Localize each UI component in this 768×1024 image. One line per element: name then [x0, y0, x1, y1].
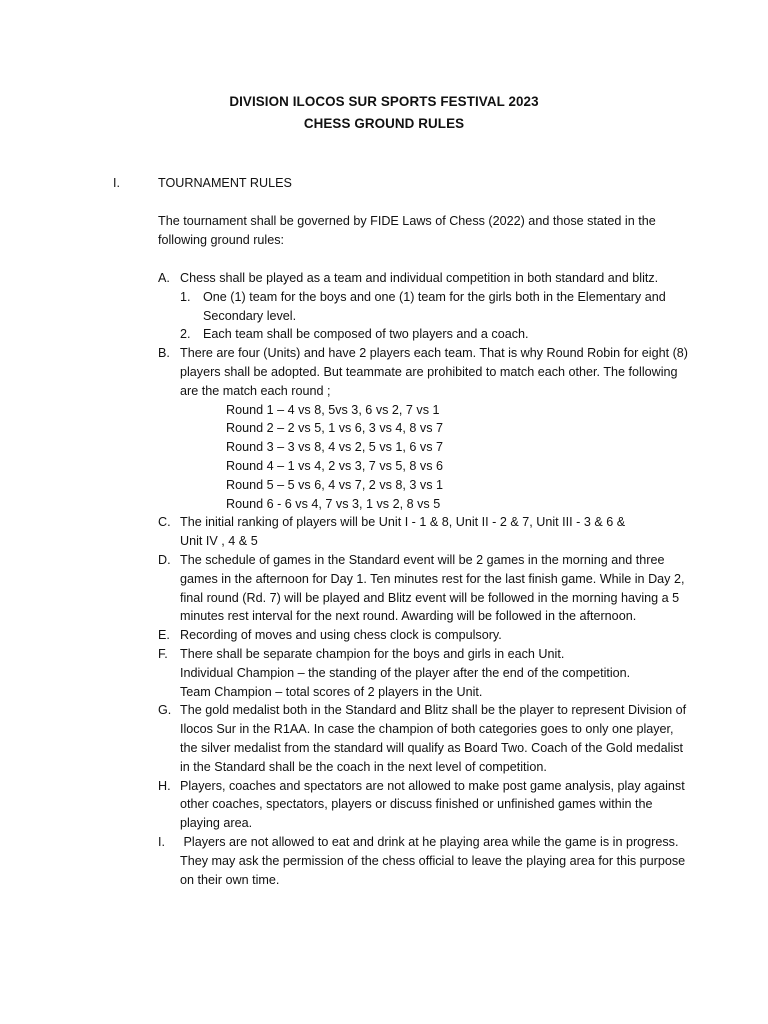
- rule-text: Players are not allowed to eat and drink at he playing area while the game is in progress. They may ask the permission of the chess official to leave the playing area for this purpose on their own time.: [180, 834, 689, 887]
- sub-text: Each team shall be composed of two players and a coach.: [203, 327, 529, 342]
- section-heading: TOURNAMENT RULES: [158, 176, 292, 190]
- section-intro: The tournament shall be governed by FIDE Laws of Chess (2022) and those stated in the following ground rules:: [158, 214, 656, 247]
- individual-champion-line: Individual Champion – the standing of the player after the end of the competition.: [180, 665, 631, 680]
- round-pairing: Round 6 - 6 vs 4, 7 vs 3, 1 vs 2, 8 vs 5: [226, 496, 441, 511]
- rule-g: [158, 701, 688, 776]
- rule-marker: I.: [158, 834, 165, 849]
- rule-text: Recording of moves and using chess clock is compulsory.: [180, 628, 502, 643]
- rule-marker: A.: [158, 271, 170, 285]
- round-pairing: Round 2 – 2 vs 5, 1 vs 6, 3 vs 4, 8 vs 7: [226, 421, 444, 436]
- rule-b: [158, 344, 688, 400]
- rule-text: Players, coaches and spectators are not allowed to make post game analysis, play against other coaches, spectators, players or discuss finished or unfinished games within the playing area.: [180, 778, 685, 831]
- round-pairing: Round 3 – 3 vs 8, 4 vs 2, 5 vs 1, 6 vs 7: [226, 440, 444, 455]
- rule-text: There shall be separate champion for the boys and girls in each Unit.: [180, 646, 565, 661]
- rule-a: [158, 269, 688, 288]
- rule-text: The gold medalist both in the Standard and Blitz shall be the player to represent Division of Ilocos Sur in the R1AA. In case the champion of both categories goes to only one player, the silver medalist from the standard will qualify as Board Two. Coach of the Gold medalist in the Standard shall be the coach in the next level of competition.: [180, 703, 687, 774]
- rule-marker: F.: [158, 646, 168, 661]
- team-champion-line: Team Champion – total scores of 2 players in the Unit.: [180, 684, 483, 699]
- document-subtitle: CHESS GROUND RULES: [303, 116, 465, 131]
- rule-text: The initial ranking of players will be Unit I - 1 & 8, Unit II - 2 & 7, Unit III - 3 & 6 & Unit IV , 4 & 5: [180, 515, 626, 549]
- rule-e: [158, 626, 688, 645]
- rule-c: [158, 513, 688, 551]
- sub-marker: 1.: [180, 289, 191, 304]
- rule-a-sub-2: [158, 325, 688, 344]
- rule-marker: H.: [158, 778, 171, 793]
- rule-f: [158, 645, 688, 664]
- document-title: DIVISION ILOCOS SUR SPORTS FESTIVAL 2023: [229, 94, 539, 109]
- rule-a-sub-1: [158, 288, 688, 326]
- rules-list: [158, 269, 688, 889]
- round-pairing: Round 5 – 5 vs 6, 4 vs 7, 2 vs 8, 3 vs 1: [226, 477, 444, 492]
- rule-marker: D.: [158, 552, 171, 567]
- sub-text: One (1) team for the boys and one (1) team for the girls both in the Elementary and Secondary level.: [203, 289, 666, 323]
- rule-marker: G.: [158, 703, 172, 718]
- rule-d: [158, 551, 688, 626]
- sub-marker: 2.: [180, 327, 191, 342]
- rule-text: The schedule of games in the Standard event will be 2 games in the morning and three games in the afternoon for Day 1. Ten minutes rest for the last finish game. While in Day 2, final round (Rd. 7) will be played and Blitz event will be followed in the morning having a 5 minutes rest interval for the next round. Awarding will be followed in the afternoon.: [180, 552, 685, 624]
- round-pairing: Round 4 – 1 vs 4, 2 vs 3, 7 vs 5, 8 vs 6: [226, 458, 444, 473]
- section-numeral: I.: [113, 176, 120, 190]
- rule-marker: B.: [158, 346, 170, 361]
- rule-i: [158, 833, 688, 889]
- rule-h: [158, 777, 688, 833]
- rule-marker: E.: [158, 628, 170, 643]
- rule-marker: C.: [158, 515, 171, 530]
- round-pairing: Round 1 – 4 vs 8, 5vs 3, 6 vs 2, 7 vs 1: [226, 402, 440, 417]
- rule-text: Chess shall be played as a team and individual competition in both standard and blitz.: [180, 271, 659, 285]
- rule-text: There are four (Units) and have 2 players each team. That is why Round Robin for eight (8) players shall be adopted. But teammate are prohibited to match each other. The following are the match each round ;: [180, 346, 688, 398]
